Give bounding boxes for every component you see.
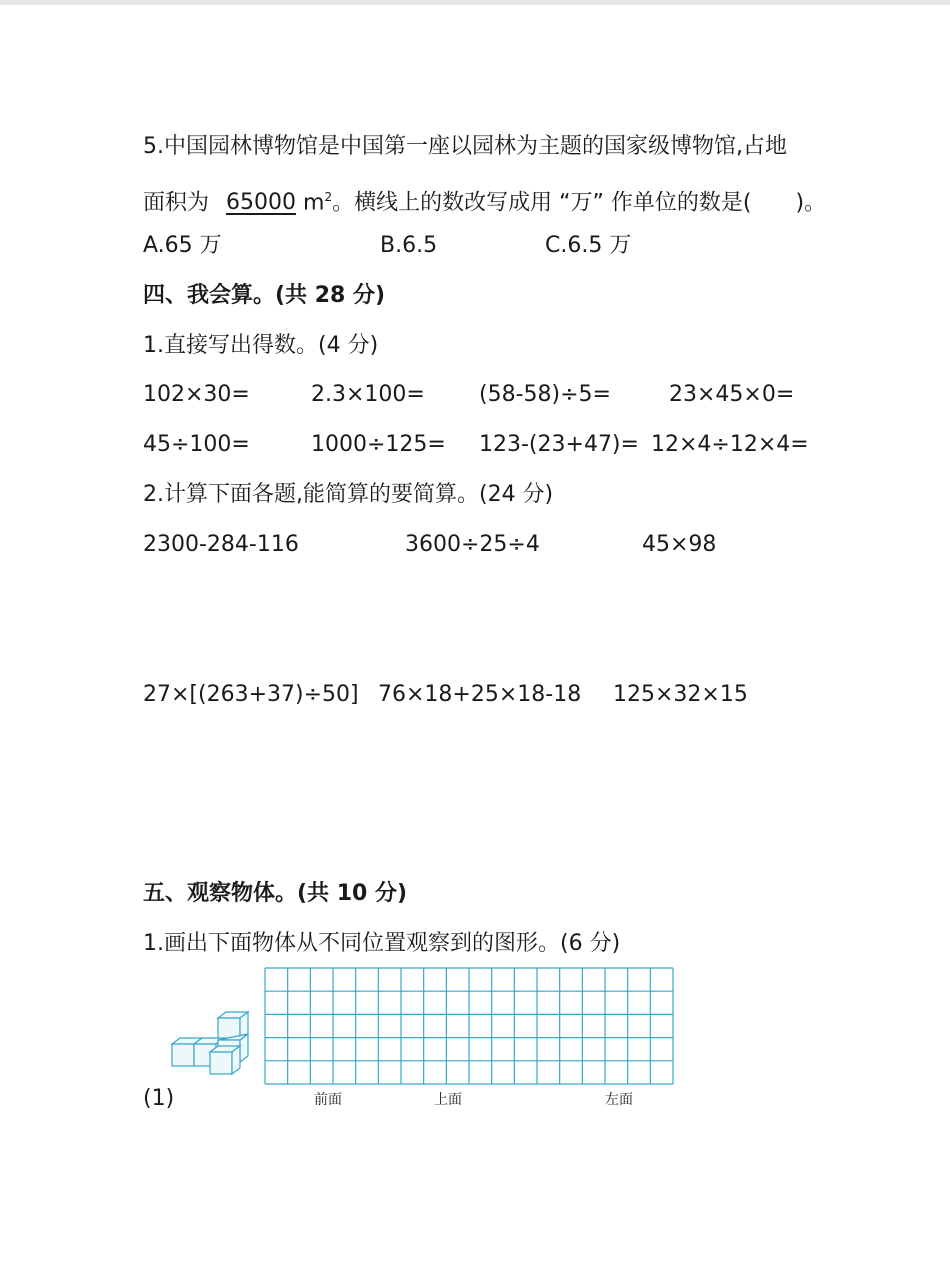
simplify-r1-c3: 45×98 [642,532,717,557]
top-bar [0,0,950,5]
q5-line2-post: 。横线上的数改写成用 “万” 作单位的数是( )。 [332,190,827,216]
section4-title: 四、我会算。(共 28 分) [143,283,386,308]
q5-option-a: A.65 万 [143,233,222,258]
q5-line2-pre: 面积为 [143,190,210,216]
simplify-r2-c2: 76×18+25×18-18 [378,682,582,707]
cube-stack-figure [170,1010,250,1078]
q5-unit-sup: 2 [324,190,333,204]
simplify-r1-c1: 2300-284-116 [143,532,299,557]
drawing-grid [264,967,674,1085]
view-label-front: 前面 [314,1092,342,1108]
section5-q1-title: 1.画出下面物体从不同位置观察到的图形。(6 分) [143,931,621,956]
item-label-1: (1) [143,1086,175,1111]
calc-r1-c3: (58-58)÷5= [479,382,611,407]
q5-option-b: B.6.5 [380,233,438,258]
section5-title: 五、观察物体。(共 10 分) [143,881,408,906]
simplify-r2-c3: 125×32×15 [613,682,748,707]
section4-q2-title: 2.计算下面各题,能简算的要简算。(24 分) [143,482,554,507]
calc-r1-c4: 23×45×0= [669,382,795,407]
calc-r2-c3: 123-(23+47)= [479,432,639,457]
calc-r2-c1: 45÷100= [143,432,250,457]
view-label-top: 上面 [434,1092,462,1108]
q5-unit: m [303,190,325,216]
view-label-left: 左面 [605,1092,633,1108]
calc-r2-c2: 1000÷125= [311,432,446,457]
simplify-r2-c1: 27×[(263+37)÷50] [143,682,359,707]
section4-q1-title: 1.直接写出得数。(4 分) [143,333,379,358]
q5-option-c: C.6.5 万 [545,233,632,258]
q5-line2 [143,182,826,218]
calc-r1-c1: 102×30= [143,382,250,407]
simplify-r1-c2: 3600÷25÷4 [405,532,540,557]
calc-r2-c4: 12×4÷12×4= [651,432,809,457]
q5-line1: 5.中国园林博物馆是中国第一座以园林为主题的国家级博物馆,占地 [143,134,787,159]
calc-r1-c2: 2.3×100= [311,382,425,407]
q5-blank-number: 65000 [226,190,297,216]
